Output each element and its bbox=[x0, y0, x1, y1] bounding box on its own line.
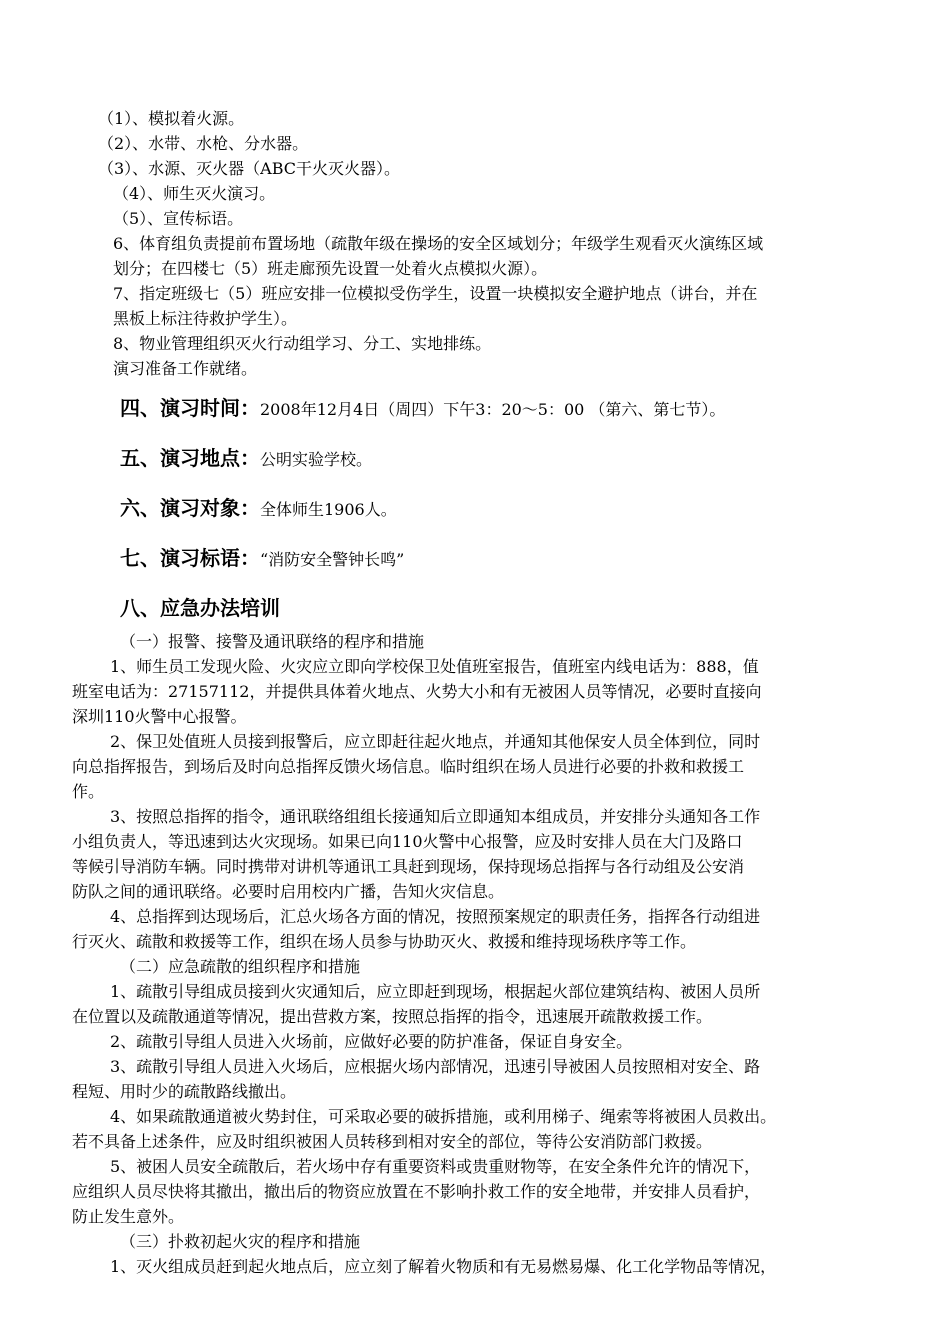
body-line: 3、按照总指挥的指令，通讯联络组组长接通知后立即通知本组成员，并安排分头通知各工作 bbox=[110, 807, 761, 826]
section-slogan-label: 七、演习标语： bbox=[120, 546, 260, 570]
body-line: 应组织人员尽快将其撤出，撤出后的物资应放置在不影响扑救工作的安全地带，并安排人员看护， bbox=[72, 1182, 761, 1201]
section-place-value: 公明实验学校。 bbox=[260, 450, 373, 469]
prep-ready-line: 演习准备工作就绪。 bbox=[113, 359, 258, 378]
sub-heading-1: （一）报警、接警及通讯联络的程序和措施 bbox=[120, 632, 425, 651]
section-slogan-value: “消防安全警钟长鸣” bbox=[260, 550, 405, 569]
section-time-value: 2008年12月4日（周四）下午3：20～5：00 （第六、第七节）。 bbox=[260, 400, 726, 419]
body-line: 4、总指挥到达现场后，汇总火场各方面的情况，按照预案规定的职责任务，指挥各行动组进 bbox=[110, 907, 761, 926]
prep-item-3: （3）、水源、灭火器（ABC干火灭火器）。 bbox=[98, 159, 401, 178]
body-line: 2、保卫处值班人员接到报警后，应立即赶往起火地点，并通知其他保安人员全体到位，同时 bbox=[110, 732, 761, 751]
body-line: 防止发生意外。 bbox=[72, 1207, 185, 1226]
body-line: 行灭火、疏散和救援等工作，组织在场人员参与协助灭火、救援和维持现场秩序等工作。 bbox=[72, 932, 697, 951]
body-line: 班室电话为：27157112，并提供具体着火地点、火势大小和有无被困人员等情况，必要时直接向 bbox=[72, 682, 762, 701]
body-line: 若不具备上述条件，应及时组织被困人员转移到相对安全的部位，等待公安消防部门救援。 bbox=[72, 1132, 713, 1151]
prep-item-4: （4）、师生灭火演习。 bbox=[113, 184, 276, 203]
body-line: 防队之间的通讯联络。必要时启用校内广播，告知火灾信息。 bbox=[72, 882, 505, 901]
section-time bbox=[120, 394, 725, 424]
prep-point-6-line1: 6、体育组负责提前布置场地（疏散年级在操场的安全区域划分；年级学生观看灭火演练区域 bbox=[113, 234, 764, 253]
body-line: 5、被困人员安全疏散后，若火场中存有重要资料或贵重财物等，在安全条件允许的情况下， bbox=[110, 1157, 761, 1176]
prep-item-1: （1）、模拟着火源。 bbox=[98, 109, 245, 128]
sub-heading-2: （二）应急疏散的组织程序和措施 bbox=[120, 957, 361, 976]
section-time-label: 四、演习时间： bbox=[120, 396, 260, 420]
body-line: 在位置以及疏散通道等情况，提出营救方案，按照总指挥的指令，迅速展开疏散救援工作。 bbox=[72, 1007, 713, 1026]
body-line: 小组负责人，等迅速到达火灾现场。如果已向110火警中心报警，应及时安排人员在大门及路口 bbox=[72, 832, 743, 851]
body-line: 3、疏散引导组人员进入火场后，应根据火场内部情况，迅速引导被困人员按照相对安全、路 bbox=[110, 1057, 761, 1076]
prep-point-7-line2: 黑板上标注待救护学生）。 bbox=[113, 309, 298, 328]
body-line: 深圳110火警中心报警。 bbox=[72, 707, 247, 726]
section-target bbox=[120, 494, 397, 524]
section-slogan bbox=[120, 544, 404, 574]
section-training-title-text: 八、应急办法培训 bbox=[120, 596, 280, 620]
prep-point-6-line2: 划分；在四楼七（5）班走廊预先设置一处着火点模拟火源）。 bbox=[113, 259, 548, 278]
sub-heading-3: （三）扑救初起火灾的程序和措施 bbox=[120, 1232, 361, 1251]
prep-item-2: （2）、水带、水枪、分水器。 bbox=[98, 134, 309, 153]
body-line: 1、疏散引导组成员接到火灾通知后，应立即赶到现场，根据起火部位建筑结构、被困人员所 bbox=[110, 982, 761, 1001]
body-line: 2、疏散引导组人员进入火场前，应做好必要的防护准备，保证自身安全。 bbox=[110, 1032, 633, 1051]
section-place-label: 五、演习地点： bbox=[120, 446, 260, 470]
section-training-title bbox=[120, 594, 280, 624]
prep-item-5: （5）、宣传标语。 bbox=[113, 209, 244, 228]
body-line: 4、如果疏散通道被火势封住，可采取必要的破拆措施，或利用梯子、绳索等将被困人员救出。 bbox=[110, 1107, 777, 1126]
body-line: 等候引导消防车辆。同时携带对讲机等通讯工具赶到现场，保持现场总指挥与各行动组及公安消 bbox=[72, 857, 745, 876]
body-line: 程短、用时少的疏散路线撤出。 bbox=[72, 1082, 297, 1101]
body-line: 1、灭火组成员赶到起火地点后，应立刻了解着火物质和有无易燃易爆、化工化学物品等情况， bbox=[110, 1257, 777, 1276]
prep-point-8: 8、物业管理组织灭火行动组学习、分工、实地排练。 bbox=[113, 334, 492, 353]
section-target-value: 全体师生1906人。 bbox=[260, 500, 397, 519]
prep-point-7-line1: 7、指定班级七（5）班应安排一位模拟受伤学生，设置一块模拟安全避护地点（讲台，并在 bbox=[113, 284, 758, 303]
body-line: 作。 bbox=[72, 782, 105, 801]
section-place bbox=[120, 444, 372, 474]
body-line: 1、师生员工发现火险、火灾应立即向学校保卫处值班室报告，值班室内线电话为：888，值 bbox=[110, 657, 759, 676]
section-target-label: 六、演习对象： bbox=[120, 496, 260, 520]
body-line: 向总指挥报告，到场后及时向总指挥反馈火场信息。临时组织在场人员进行必要的扑救和救援工 bbox=[72, 757, 745, 776]
